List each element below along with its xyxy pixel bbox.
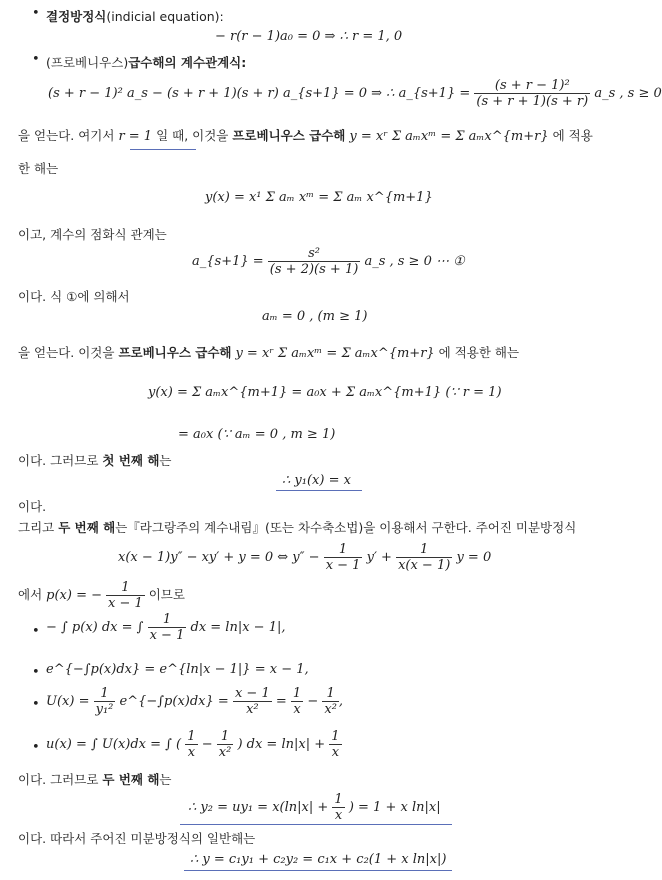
underline <box>180 824 452 825</box>
frac-num: 1 <box>292 686 302 701</box>
general-solution-eq: ∴ y = c₁y₁ + c₂y₂ = c₁x + c₂(1 + x ln|x|) <box>190 852 447 867</box>
para-general-solution: 이다. 따라서 주어진 미분방정식의 일반해는 <box>18 831 256 846</box>
frac-den: y₁² <box>95 702 114 717</box>
first-solution-term: 첫 번째 해 <box>102 453 160 468</box>
frac-num: 1 <box>331 729 340 744</box>
text: 그리고 <box>18 520 55 535</box>
frac-num: 1 <box>217 729 234 745</box>
text: 에 적용 <box>552 128 593 143</box>
para-by-eq1: 이다. 식 ①에 의해서 <box>18 289 130 304</box>
frobenius-series: y = xʳ Σ aₘxᵐ = Σ aₘx^{m+r} <box>349 129 549 144</box>
frac-den: x <box>334 808 343 823</box>
frac-num: 1 <box>187 729 196 744</box>
minus-sign: − <box>201 737 213 752</box>
text: 이다. 그러므로 <box>18 772 99 787</box>
minus-sign: − <box>307 694 319 709</box>
frac-den: x <box>187 745 196 760</box>
U-left: U(x) = <box>46 694 90 709</box>
int-tail: dx = ln|x − 1|, <box>190 620 286 635</box>
u-frac3 <box>329 729 341 760</box>
text: 을 얻는다. 여기서 <box>18 128 115 143</box>
second-solution-term: 두 번째 해 <box>58 520 116 535</box>
text: 에서 <box>18 587 43 602</box>
indicial-label: 결정방정식 <box>46 9 107 24</box>
frac-den: (s + 2)(s + 1) <box>269 262 359 277</box>
u-mid: ) dx = ln|x| + <box>237 737 326 752</box>
frobenius-term: 프로베니우스 급수해 <box>232 128 346 143</box>
recurrence-label-a: (프로베니우스) <box>46 55 129 70</box>
ode-frac2 <box>396 542 452 573</box>
ode-end: y = 0 <box>456 550 492 565</box>
y2-frac <box>332 792 344 823</box>
para-second-solution <box>18 770 171 788</box>
U-frac1 <box>94 686 116 717</box>
indicial-heading <box>46 7 224 25</box>
solution-series-eq: y(x) = x¹ Σ aₘ xᵐ = Σ aₘ x^{m+1} <box>205 190 433 205</box>
exponential-step: e^{−∫p(x)dx} = e^{ln|x − 1|} = x − 1, <box>46 662 309 677</box>
frac-num: 1 <box>322 686 339 702</box>
bullet-icon: • <box>32 624 40 639</box>
frobenius-series: y = xʳ Σ aₘxᵐ = Σ aₘx^{m+r} <box>235 346 435 361</box>
ode-equation <box>118 542 491 573</box>
frac-num: 1 <box>94 686 116 702</box>
recurrence-fraction <box>474 78 590 109</box>
frac-num: 1 <box>324 542 363 558</box>
recurrence-label-b: 급수해의 계수관계식: <box>128 55 247 70</box>
rec-left: a_{s+1} = <box>192 254 264 269</box>
para-px <box>18 580 185 611</box>
int-frac <box>148 612 187 643</box>
u-frac1 <box>185 729 197 760</box>
ode-left: x(x − 1)y″ − xy′ + y = 0 ⇔ y″ − <box>118 550 320 565</box>
integral-step-1 <box>46 612 286 643</box>
frac-den: (s + r + 1)(s + r) <box>476 94 589 109</box>
px-eq: p(x) = − <box>46 588 102 603</box>
am-zero-eq: aₘ = 0 , (m ≥ 1) <box>262 309 368 324</box>
px-frac <box>106 580 145 611</box>
rec-fraction <box>268 246 361 277</box>
para-recurrence: 이고, 계수의 점화식 관계는 <box>18 227 167 242</box>
frac-den: x <box>331 745 340 760</box>
frac-den: x <box>293 702 301 717</box>
recurrence-eq-left: (s + r − 1)² a_s − (s + r + 1)(s + r) a_{s+1} = 0 ⇒ ∴ a_{s+1} = <box>48 86 471 101</box>
r-equals-one: r = 1 <box>118 129 153 144</box>
recurrence-equation <box>48 78 662 109</box>
text: 을 얻는다. 이것을 <box>18 345 115 360</box>
u-left: u(x) = ∫ U(x)dx = ∫ ( <box>46 737 182 752</box>
indicial-en: (indicial equation): <box>106 9 224 24</box>
underline <box>184 870 452 871</box>
text: 에 적용한 해는 <box>438 345 520 360</box>
U-exp: e^{−∫p(x)dx} = <box>119 694 229 709</box>
para-frobenius-2: 한 해는 <box>18 161 59 176</box>
underline <box>276 490 362 491</box>
u-frac2 <box>217 729 234 760</box>
solution-eq-line2: = a₀x (∵ aₘ = 0 , m ≥ 1) <box>178 427 336 442</box>
indicial-equation: − r(r − 1)a₀ = 0 ⇒ ∴ r = 1, 0 <box>215 29 403 44</box>
comma: , <box>338 694 344 709</box>
para-frobenius-1 <box>18 126 593 144</box>
recurrence-relation-eq <box>192 246 465 277</box>
eq-sign: = <box>275 694 287 709</box>
frac-den: x − 1 <box>325 558 361 573</box>
frac-num: 1 <box>396 542 452 558</box>
frac-den: x² <box>246 702 259 717</box>
frac-num: 1 <box>334 792 343 807</box>
bullet-icon: • <box>32 697 40 712</box>
para-first-solution <box>18 451 171 469</box>
text: 이므로 <box>148 587 185 602</box>
U-function-step <box>46 686 343 717</box>
frac-num: 1 <box>106 580 145 596</box>
second-solution-term: 두 번째 해 <box>102 772 160 787</box>
bullet-icon: • <box>32 52 40 67</box>
y2-left: ∴ y₂ = uy₁ = x(ln|x| + <box>188 800 329 815</box>
U-frac3 <box>291 686 303 717</box>
frac-den: x − 1 <box>149 628 185 643</box>
frac-den: x² <box>324 702 337 717</box>
U-frac2 <box>233 686 272 717</box>
underline <box>130 149 196 150</box>
frac-num: 1 <box>148 612 187 628</box>
int-left: − ∫ p(x) dx = ∫ <box>46 620 144 635</box>
u-function-step <box>46 729 342 760</box>
text: 는 <box>159 772 172 787</box>
ode-mid: y′ + <box>366 550 392 565</box>
frac-den: x² <box>218 745 232 760</box>
bullet-icon: • <box>32 740 40 755</box>
para-apply-frobenius <box>18 343 519 361</box>
text: 이다. 그러므로 <box>18 453 99 468</box>
recurrence-eq-tail: a_s , s ≥ 0 <box>594 86 662 101</box>
first-solution-eq: ∴ y₁(x) = x <box>282 473 351 488</box>
rec-tail: a_s , s ≥ 0 ⋯ ① <box>364 254 465 269</box>
frac-num: x − 1 <box>234 686 270 701</box>
y2-right: ) = 1 + x ln|x| <box>348 800 441 815</box>
para-second-solution-intro <box>18 518 576 536</box>
ode-frac1 <box>324 542 363 573</box>
second-solution-eq <box>188 792 441 823</box>
text: 일 때, 이것을 <box>156 128 229 143</box>
frac-den: x − 1 <box>107 596 143 611</box>
recurrence-heading <box>46 53 246 71</box>
bullet-icon: • <box>32 6 40 21</box>
frobenius-term: 프로베니우스 급수해 <box>118 345 232 360</box>
U-frac4 <box>322 686 339 717</box>
frac-num: (s + r − 1)² <box>474 78 590 94</box>
para-end: 이다. <box>18 499 47 514</box>
bullet-icon: • <box>32 665 40 680</box>
frac-den: x(x − 1) <box>398 558 451 573</box>
frac-num: s² <box>268 246 361 262</box>
text: 는 <box>159 453 172 468</box>
solution-eq-line1: y(x) = Σ aₘx^{m+1} = a₀x + Σ aₘx^{m+1} (∵ r = 1) <box>148 385 502 400</box>
text: 는『라그랑주의 계수내림』(또는 차수축소법)을 이용해서 구한다. 주어진 미분방정식 <box>115 520 577 535</box>
